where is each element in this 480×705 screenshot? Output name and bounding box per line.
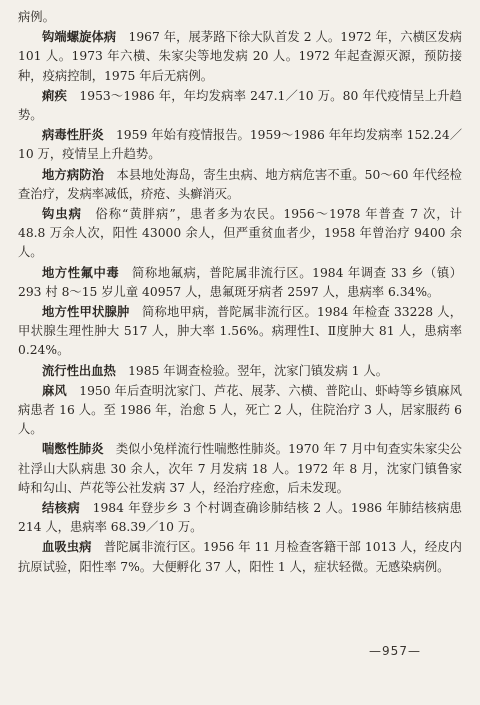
entry-heading: 病毒性肝炎 — [42, 127, 104, 143]
paragraph-body: 1959 年始有疫情报告。1959～1986 年年均发病率 152.24／10 万，疫情呈上升趋势。 — [18, 128, 462, 162]
entry-paragraph — [18, 86, 462, 125]
entry-paragraph — [18, 498, 462, 537]
section-paragraph — [18, 165, 462, 204]
entry-paragraph — [18, 302, 462, 361]
paragraph-body: 简称地甲病，普陀属非流行区。1984 年检查 33228 人，甲状腺生理性肿大 517 人，肿大率 1.56%。病理性Ⅰ、Ⅱ度肿大 81 人，患病率 0.24%。 — [18, 305, 462, 358]
paragraph-body: 1950 年后查明沈家门、芦花、展茅、六横、普陀山、虾峙等乡镇麻风病患者 16 人。至 1986 年，治愈 5 人，死亡 2 人，住院治疗 3 人，居家服药 6 人。 — [18, 383, 462, 437]
entry-heading: 结核病 — [42, 500, 80, 516]
entry-heading: 喘憋性肺炎 — [42, 441, 104, 457]
entry-heading: 地方性氟中毒 — [42, 264, 120, 280]
paragraph-body: 1953～1986 年，年均发病率 247.1／10 万。80 年代疫情呈上升趋势。 — [18, 88, 462, 123]
entry-heading: 钩虫病 — [42, 206, 83, 222]
paragraph-body: 类似小兔样流行性喘憋性肺炎。1970 年 7 月中旬查实朱家尖公社浮山大队病患 30 余人，次年 7 月发病 18 人。1972 年 8 月，沈家门镇鲁家峙和勾山、芦花等公社发病 37 人，经治疗痊愈，后未发现。 — [18, 442, 462, 495]
paragraph-body: 病例。 — [18, 10, 55, 24]
paragraph-body: 普陀属非流行区。1956 年 11 月检查客籍干部 1013 人，经皮内抗原试验，阳性率 7%。大便孵化 37 人，阳性 1 人，症状轻微。无感染病例。 — [18, 540, 462, 574]
entry-paragraph — [18, 537, 462, 576]
entry-paragraph — [18, 27, 462, 86]
entry-paragraph — [18, 361, 462, 381]
entry-heading: 流行性出血热 — [42, 362, 116, 378]
entry-heading: 血吸虫病 — [42, 539, 92, 555]
paragraph-body: 本县地处海岛，寄生虫病、地方病危害不重。50～60 年代经检查治疗，发病率减低，疥疮、头癣消灭。 — [18, 167, 462, 201]
entry-paragraph — [18, 381, 462, 440]
paragraph — [18, 8, 462, 27]
paragraph-body: 1984 年登步乡 3 个村调查确诊肺结核 2 人。1986 年肺结核病患 214 人，患病率 68.39／10 万。 — [18, 501, 462, 535]
entry-heading: 钩端螺旋体病 — [42, 29, 117, 45]
entry-heading: 麻风 — [42, 382, 67, 398]
entry-paragraph — [18, 263, 462, 302]
entry-paragraph — [18, 204, 462, 263]
paragraph-body: 1967 年，展茅路下徐大队首发 2 人。1972 年，六横区发病 101 人。1973 年六横、朱家尖等地发病 20 人。1972 年起查源灭源，预防接种，疫病控制，1975 年后无病例。 — [18, 30, 462, 83]
entry-paragraph — [18, 125, 462, 164]
entry-heading: 痢疾 — [42, 87, 67, 103]
paragraph-body: 俗称“黄胖病”，患者多为农民。1956～1978 年普查 7 次，计 48.8 万余人次，阳性 43000 余人，但严重贫血者少，1958 年曾治疗 9400 余人。 — [18, 207, 462, 260]
body-text — [18, 8, 462, 577]
section-heading: 地方病防治 — [42, 166, 105, 182]
entry-paragraph — [18, 439, 462, 498]
entry-heading: 地方性甲状腺肿 — [42, 304, 130, 320]
paragraph-body: 1985 年调查检验。翌年，沈家门镇发病 1 人。 — [115, 363, 388, 378]
paragraph-body: 简称地氟病，普陀属非流行区。1984 年调查 33 乡（镇）293 村 8～15 岁儿童 40957 人，患氟斑牙病者 2597 人，患病率 6.34%。 — [18, 265, 462, 299]
page-number: —957— — [369, 644, 421, 658]
